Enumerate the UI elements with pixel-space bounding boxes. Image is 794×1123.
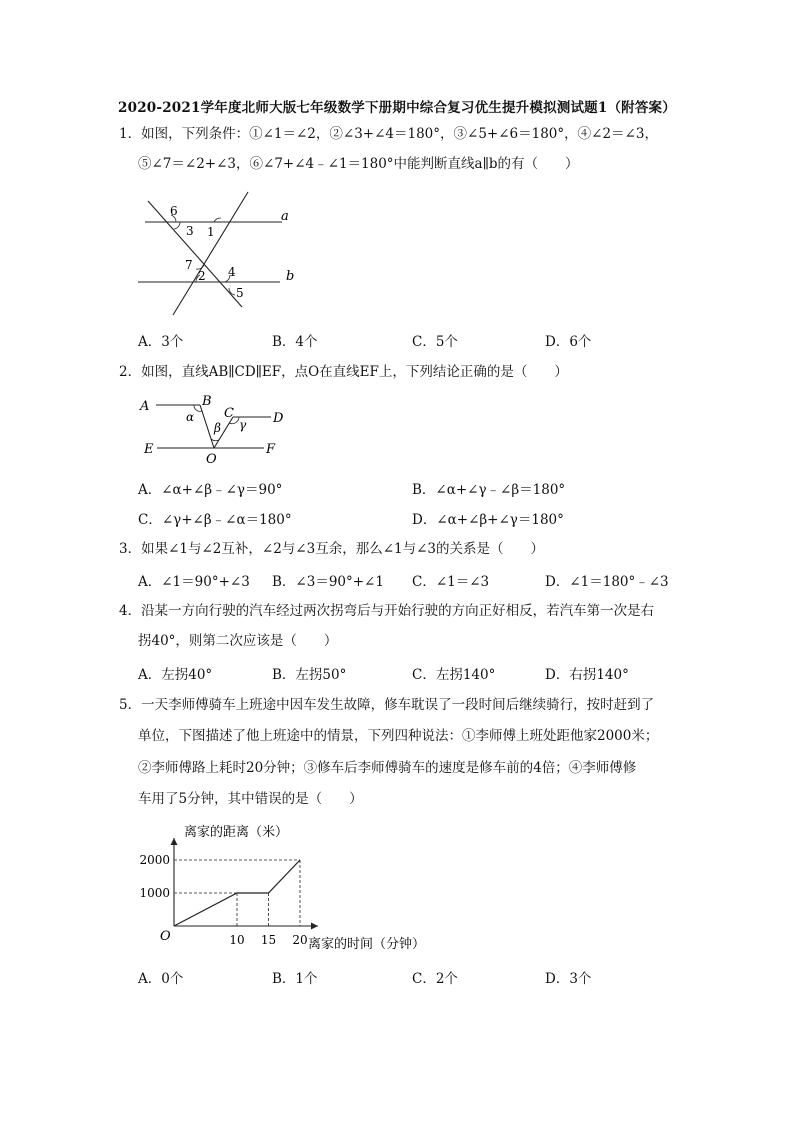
- x-tick-label-10: 10: [229, 933, 245, 947]
- q2-option-b[interactable]: B．∠α+∠γ﹣∠β＝180°: [412, 482, 566, 498]
- q1-figure: [130, 185, 310, 320]
- q5-chart: [140, 820, 440, 955]
- q3-option-c[interactable]: C．∠1＝∠3: [412, 574, 490, 590]
- q3-option-d[interactable]: D．∠1＝180°﹣∠3: [545, 574, 669, 590]
- x-axis-label: 离家的时间（分钟）: [308, 937, 426, 952]
- q5-option-d[interactable]: D．3个: [545, 971, 592, 987]
- q5-option-c[interactable]: C．2个: [412, 971, 458, 987]
- q1-option-b[interactable]: B．4个: [272, 334, 318, 350]
- label-4: 4: [228, 265, 236, 279]
- q4-option-d[interactable]: D．右拐140°: [545, 667, 629, 683]
- origin-label: O: [160, 929, 171, 944]
- label-E: E: [144, 442, 154, 457]
- q5-line4: 车用了5分钟，其中错误的是（ ）: [138, 791, 363, 807]
- q4-option-c[interactable]: C．左拐140°: [412, 667, 496, 683]
- label-b: b: [286, 269, 295, 284]
- q1-option-d[interactable]: D．6个: [545, 334, 592, 350]
- angle-mark-3: [174, 222, 180, 229]
- q2-figure: [138, 390, 298, 465]
- q1-line2: ⑤∠7＝∠2+∠3，⑥∠7+∠4﹣∠1＝180°中能判断直线a∥b的有（ ）: [138, 156, 579, 172]
- q2-option-a[interactable]: A．∠α+∠β﹣∠γ＝90°: [138, 482, 283, 498]
- q4-option-a[interactable]: A．左拐40°: [138, 667, 213, 683]
- q5-option-a[interactable]: A．0个: [138, 971, 184, 987]
- q1-option-a[interactable]: A．3个: [138, 334, 184, 350]
- label-B: B: [202, 394, 212, 409]
- q2-option-c[interactable]: C．∠γ+∠β﹣∠α＝180°: [138, 512, 292, 528]
- y-tick-label-2000: 2000: [139, 853, 170, 867]
- q5-line1: 5．一天李师傅骑车上班途中因车发生故障，修车耽误了一段时间后继续骑行，按时赶到了: [119, 697, 655, 713]
- label-6: 6: [170, 204, 178, 218]
- q4-line2: 拐40°，则第二次应该是（ ）: [138, 633, 338, 649]
- x-tick-label-15: 15: [260, 933, 277, 947]
- series-line-distance: [174, 860, 300, 926]
- q4-line1: 4．沿某一方向行驶的汽车经过两次拐弯后与开始行驶的方向正好相反，若汽车第一次是右: [119, 603, 655, 619]
- label-7: 7: [185, 258, 193, 272]
- q2-option-d[interactable]: D．∠α+∠β+∠γ＝180°: [412, 512, 564, 528]
- label-D: D: [273, 411, 284, 426]
- q5-option-b[interactable]: B．1个: [272, 971, 318, 987]
- label-1: 1: [207, 225, 215, 239]
- label-beta: β: [214, 421, 221, 435]
- label-5: 5: [236, 286, 244, 300]
- page-title: 2020-2021学年度北师大版七年级数学下册期中综合复习优生提升模拟测试题1（附答案）: [118, 100, 676, 116]
- q5-line3: ②李师傅路上耗时20分钟；③修车后李师傅骑车的速度是修车前的4倍；④李师傅修: [138, 760, 637, 776]
- label-a: a: [281, 209, 289, 224]
- label-O: O: [206, 452, 217, 467]
- angle-mark-1: [214, 218, 221, 222]
- transversal-1: [148, 201, 242, 307]
- x-axis-arrow: [311, 923, 318, 930]
- q4-option-b[interactable]: B．左拐50°: [272, 667, 347, 683]
- y-axis-arrow: [171, 838, 178, 845]
- label-gamma: γ: [239, 418, 247, 432]
- y-tick-label-1000: 1000: [139, 886, 170, 900]
- beta-mark: [211, 439, 219, 441]
- y-axis-label: 离家的距离（米）: [184, 825, 289, 840]
- x-tick-label-20: 20: [292, 933, 308, 947]
- label-2: 2: [198, 269, 206, 283]
- q3-option-b[interactable]: B．∠3＝90°+∠1: [272, 574, 384, 590]
- q3-line1: 3．如果∠1与∠2互补，∠2与∠3互余，那么∠1与∠3的关系是（ ）: [119, 541, 544, 557]
- q2-line1: 2．如图，直线AB∥CD∥EF，点O在直线EF上，下列结论正确的是（ ）: [119, 364, 568, 380]
- q5-line2: 单位，下图描述了他上班途中的情景，下列四种说法：①李师傅上班处距他家2000米；: [138, 728, 659, 744]
- label-A: A: [140, 399, 150, 414]
- label-alpha: α: [186, 410, 195, 424]
- segment-bo: [200, 405, 214, 448]
- q1-line1: 1．如图，下列条件：①∠1＝∠2，②∠3+∠4＝180°，③∠5+∠6＝180°，④∠2＝∠3，: [119, 126, 658, 142]
- q3-option-a[interactable]: A．∠1＝90°+∠3: [138, 574, 250, 590]
- label-F: F: [266, 442, 276, 457]
- q1-option-c[interactable]: C．5个: [412, 334, 458, 350]
- label-3: 3: [186, 224, 194, 238]
- label-C: C: [224, 406, 234, 421]
